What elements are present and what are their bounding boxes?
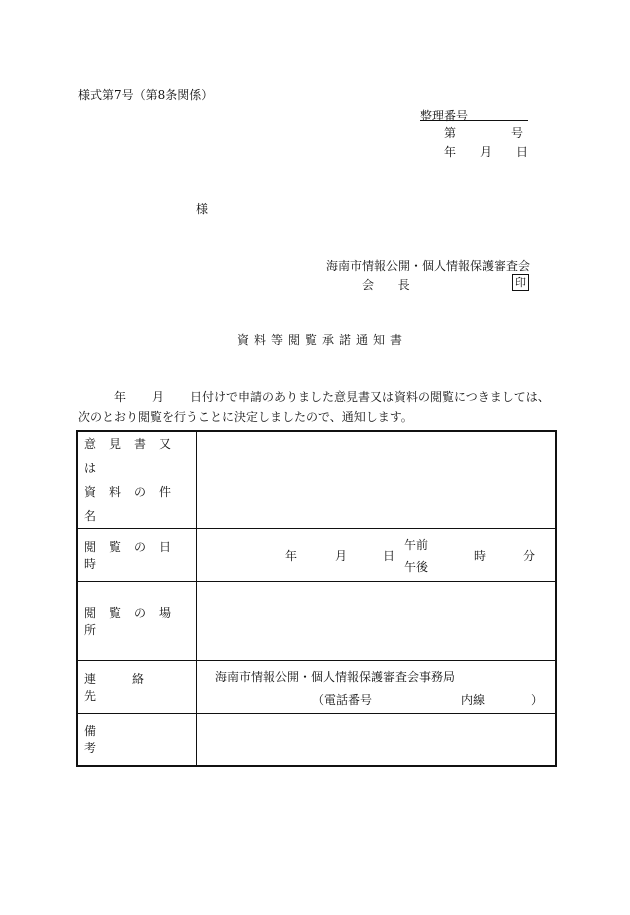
table-row [77,661,556,714]
issue-date-day: 日 [515,145,528,159]
row-datetime-label: 閲覧の日時 [77,529,197,582]
table-row [77,431,556,529]
datetime-minute: 分 [523,549,536,563]
document-title: 資料等閲覧承諾通知書 [237,333,408,347]
sender-committee: 海南市情報公開・個人情報保護審査会 [326,259,531,273]
datetime-year: 年 [285,549,298,563]
row-subject-label-line-2: 資料の件名 [84,485,185,523]
table-row [77,714,556,766]
datetime-am: 午前 [404,538,429,552]
body-year: 年 [114,390,127,404]
document-number-suffix: 号 [511,126,524,140]
body-month: 月 [152,390,165,404]
sender-chair [362,276,410,293]
contact-extension-label: 内線 [461,693,486,707]
body-text: 日付けで申請のありました意見書又は資料の閲覧につきましては、次のとおり閲覧を行うことに決定しましたので、通知します。 [78,390,550,424]
issue-date-month: 月 [479,145,492,159]
contact-office: 海南市情報公開・個人情報保護審査会事務局 [215,670,456,684]
contact-phone-label: （電話番号 [312,693,373,707]
issue-date-year: 年 [444,145,457,159]
table-row [77,582,556,661]
datetime-month: 月 [335,549,348,563]
row-subject-label [77,431,197,529]
row-place-value[interactable] [197,582,557,661]
reference-number-label: 整理番号 [420,109,469,123]
issue-date [444,143,528,160]
datetime-hour: 時 [474,549,487,563]
row-contact-label: 連絡先 [77,661,197,714]
contact-close-paren: ） [531,693,544,707]
row-remarks-label: 備考 [77,714,197,766]
table-row [77,529,556,582]
reference-number-underline [420,120,528,121]
row-subject-value[interactable] [197,431,557,529]
row-contact-value [197,661,557,714]
document-number-prefix: 第 [444,126,457,140]
sender-chair-char-1: 会 [362,278,375,292]
datetime-pm: 午後 [404,560,429,574]
addressee-suffix: 様 [196,202,209,216]
seal-mark: 印 [512,274,529,291]
form-number-label: 様式第7号（第8条関係） [78,88,214,102]
row-remarks-value[interactable] [197,714,557,766]
sender-chair-char-2: 長 [397,278,410,292]
row-place-label: 閲覧の場所 [77,582,197,661]
notice-details-table [76,430,557,767]
row-subject-label-line-1: 意見書又は [84,437,185,475]
notice-body [78,387,554,427]
datetime-day: 日 [383,549,396,563]
row-datetime-value[interactable] [197,529,557,582]
